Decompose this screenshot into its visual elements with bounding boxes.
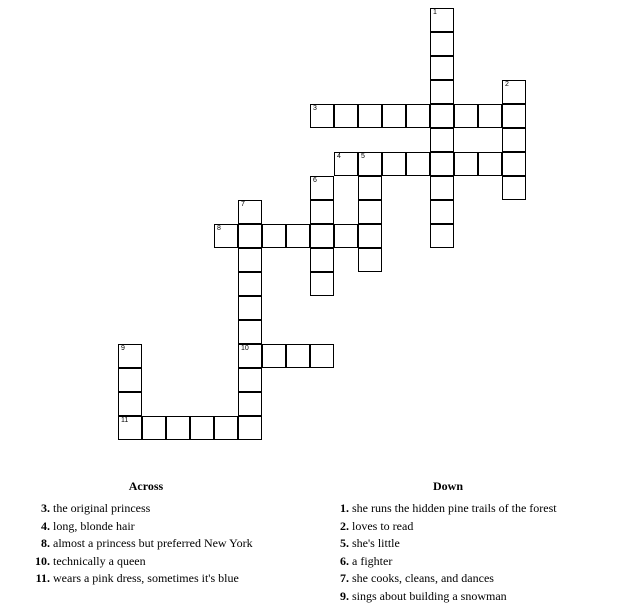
crossword-cell[interactable] <box>358 248 382 272</box>
crossword-cell[interactable] <box>238 416 262 440</box>
clue-number: 11 <box>121 417 129 424</box>
down-clue <box>330 570 630 588</box>
crossword-cell[interactable] <box>310 200 334 224</box>
clue-number: 1 <box>433 9 437 16</box>
across-clue <box>31 535 301 553</box>
crossword-cell[interactable] <box>358 152 382 176</box>
down-clue <box>330 588 630 606</box>
crossword-cell[interactable] <box>238 392 262 416</box>
crossword-cell[interactable] <box>430 128 454 152</box>
crossword-cell[interactable] <box>310 176 334 200</box>
clue-number: 6 <box>313 177 317 184</box>
crossword-cell[interactable] <box>406 152 430 176</box>
crossword-cell[interactable] <box>286 224 310 248</box>
down-clues <box>330 479 630 605</box>
crossword-cell[interactable] <box>118 392 142 416</box>
crossword-cell[interactable] <box>190 416 214 440</box>
across-clue <box>31 570 301 588</box>
clue-text: she's little <box>352 536 400 550</box>
across-heading: Across <box>128 479 164 493</box>
across-clue <box>31 518 301 536</box>
clue-number-label: 9. <box>340 588 349 603</box>
crossword-cell[interactable] <box>238 200 262 224</box>
crossword-cell[interactable] <box>238 248 262 272</box>
crossword-cell[interactable] <box>238 368 262 392</box>
clue-number-label: 3. <box>41 501 50 515</box>
crossword-cell[interactable] <box>406 104 430 128</box>
crossword-cell[interactable] <box>118 416 142 440</box>
crossword-cell[interactable] <box>478 152 502 176</box>
across-clue <box>31 553 301 571</box>
crossword-cell[interactable] <box>310 248 334 272</box>
down-clue <box>330 518 630 536</box>
across-clue <box>31 500 301 518</box>
crossword-cell[interactable] <box>166 416 190 440</box>
clue-number: 4 <box>337 153 341 160</box>
crossword-cell[interactable] <box>478 104 502 128</box>
crossword-cell[interactable] <box>430 200 454 224</box>
clue-number-label: 5. <box>340 536 349 550</box>
clue-text: almost a princess but preferred New York <box>53 536 253 550</box>
down-heading: Down <box>432 479 463 493</box>
clue-text: she cooks, cleans, and dances <box>352 571 494 585</box>
crossword-cell[interactable] <box>502 128 526 152</box>
crossword-cell[interactable] <box>358 104 382 128</box>
clue-text: technically a queen <box>53 553 146 568</box>
clue-text: the original princess <box>53 501 151 515</box>
clue-number: 3 <box>313 105 317 112</box>
crossword-cell[interactable] <box>334 152 358 176</box>
crossword-cell[interactable] <box>310 272 334 296</box>
crossword-cell[interactable] <box>118 344 142 368</box>
clue-text: a fighter <box>352 553 393 568</box>
clue-text: sings about building a snowman <box>352 588 507 603</box>
crossword-cell[interactable] <box>502 152 526 176</box>
clue-number: 7 <box>241 201 245 208</box>
down-clue <box>330 535 630 553</box>
crossword-cell[interactable] <box>430 56 454 80</box>
clue-number-label: 11. <box>35 571 50 585</box>
crossword-cell[interactable] <box>430 104 454 128</box>
clue-number-label: 8. <box>41 536 50 550</box>
crossword-cell[interactable] <box>286 344 310 368</box>
clue-number: 8 <box>217 225 221 232</box>
crossword-cell[interactable] <box>262 224 286 248</box>
clue-number-label: 2. <box>340 518 349 533</box>
clue-number: 10 <box>241 345 249 352</box>
crossword-cell[interactable] <box>454 152 478 176</box>
across-clue-list <box>31 500 301 588</box>
clue-number: 9 <box>121 345 125 352</box>
clue-number-label: 1. <box>340 501 349 515</box>
crossword-cell[interactable] <box>382 152 406 176</box>
clue-text: she runs the hidden pine trails of the forest <box>352 501 557 515</box>
crossword-cell[interactable] <box>238 224 262 248</box>
crossword-cell[interactable] <box>142 416 166 440</box>
crossword-cell[interactable] <box>334 104 358 128</box>
clue-number-label: 7. <box>340 571 349 585</box>
clue-number: 5 <box>361 153 365 160</box>
down-clue-list <box>330 500 630 605</box>
down-clue <box>330 553 630 571</box>
crossword-cell[interactable] <box>358 176 382 200</box>
crossword-cell[interactable] <box>334 224 358 248</box>
clue-text: wears a pink dress, sometimes it's blue <box>53 571 239 585</box>
crossword-cell[interactable] <box>238 296 262 320</box>
crossword-cell[interactable] <box>310 224 334 248</box>
clue-number-label: 6. <box>340 553 349 568</box>
clue-text: loves to read <box>352 518 414 533</box>
crossword-cell[interactable] <box>214 416 238 440</box>
crossword-cell[interactable] <box>238 344 262 368</box>
clue-number-label: 10. <box>35 553 50 568</box>
crossword-cell[interactable] <box>454 104 478 128</box>
clue-number: 2 <box>505 81 509 88</box>
crossword-cell[interactable] <box>358 200 382 224</box>
down-clue <box>330 500 630 518</box>
crossword-cell[interactable] <box>358 224 382 248</box>
crossword-cell[interactable] <box>238 272 262 296</box>
crossword-cell[interactable] <box>382 104 406 128</box>
crossword-cell[interactable] <box>430 224 454 248</box>
clue-text: long, blonde hair <box>53 518 135 533</box>
crossword-cell[interactable] <box>430 176 454 200</box>
across-clues <box>31 479 301 588</box>
crossword-cell[interactable] <box>214 224 238 248</box>
crossword-cell[interactable] <box>502 104 526 128</box>
crossword-cell[interactable] <box>262 344 286 368</box>
crossword-cell[interactable] <box>430 32 454 56</box>
crossword-cell[interactable] <box>310 104 334 128</box>
crossword-cell[interactable] <box>310 344 334 368</box>
crossword-cell[interactable] <box>502 176 526 200</box>
crossword-cell[interactable] <box>118 368 142 392</box>
crossword-cell[interactable] <box>238 320 262 344</box>
crossword-cell[interactable] <box>430 152 454 176</box>
clue-number-label: 4. <box>41 518 50 533</box>
crossword-cell[interactable] <box>430 80 454 104</box>
crossword-cell[interactable] <box>430 8 454 32</box>
crossword-cell[interactable] <box>502 80 526 104</box>
